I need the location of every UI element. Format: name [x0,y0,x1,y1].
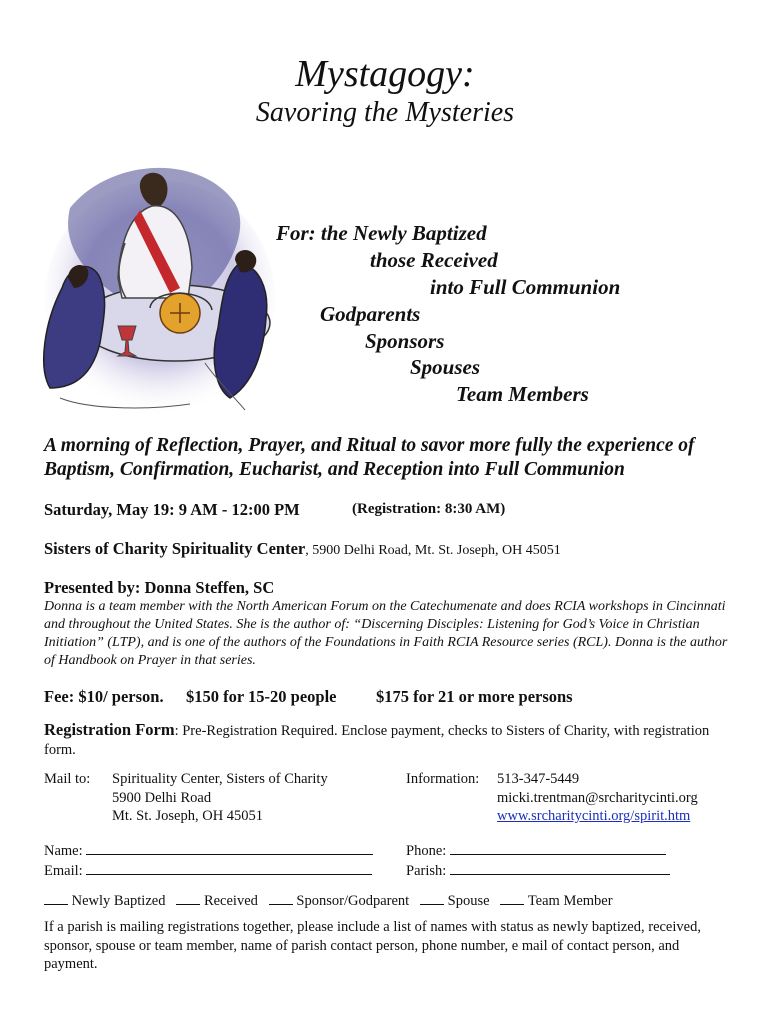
status-checklist [44,892,613,910]
registration-label: Registration Form [44,720,175,739]
last-supper-illustration [30,148,275,420]
email-label: Email: [44,863,83,879]
registration-time: (Registration: 8:30 AM) [352,501,506,517]
status-blank-newly-baptized[interactable] [44,892,68,905]
info-label: Information: [406,771,480,787]
registration-section [44,720,734,760]
parish-input-line[interactable] [450,862,670,875]
status-blank-team-member[interactable] [500,892,524,905]
parish-registration-note: If a parish is mailing registrations together, please include a list of names with status as newly baptized, received, sponsor, spouse or team member, name of parish contact person, phone number, e mail of contact person, and payment. [44,919,701,972]
status-spouse: Spouse [447,893,490,909]
name-input-line[interactable] [86,842,373,855]
phone-field[interactable] [406,842,666,860]
audience-line-6: Spouses [410,355,481,379]
status-newly-baptized: Newly Baptized [71,893,166,909]
fee-group-small: $150 for 15-20 people [186,687,337,706]
audience-line-5: Sponsors [365,329,445,353]
phone-input-line[interactable] [450,842,666,855]
info-website-link[interactable]: www.srcharitycinti.org/spirit.htm [497,808,691,824]
mail-line-1: Spirituality Center, Sisters of Charity [112,771,328,787]
registration-text: : Pre-Registration Required. Enclose payment, checks to Sisters of Charity, with registration form. [44,723,710,758]
info-block [497,770,698,826]
status-blank-received[interactable] [176,892,200,905]
status-sponsor-godparent: Sponsor/Godparent [296,893,410,909]
event-description: A morning of Reflection, Prayer, and Ritual to savor more fully the experience of Baptism, Confirmation, Eucharist, and Reception into Full Communion [44,435,695,480]
mail-address [112,770,328,826]
email-input-line[interactable] [86,862,372,875]
fee-group-large: $175 for 21 or more persons [376,687,573,706]
info-email: micki.trentman@srcharitycinti.org [497,789,698,806]
phone-label: Phone: [406,843,447,859]
parish-label: Parish: [406,863,447,879]
mail-line-3: Mt. St. Joseph, OH 45051 [112,808,264,824]
audience-line-1: For: the Newly Baptized [276,221,487,245]
status-team-member: Team Member [527,893,613,909]
name-field[interactable] [44,842,373,860]
audience-line-3: into Full Communion [430,275,621,299]
status-received: Received [203,893,258,909]
mail-label: Mail to: [44,771,91,787]
fee-individual: Fee: $10/ person. [44,687,164,706]
audience-line-4: Godparents [320,302,421,326]
status-blank-sponsor[interactable] [269,892,293,905]
page-subtitle: Savoring the Mysteries [255,97,515,128]
email-field[interactable] [44,862,372,880]
venue-name: Sisters of Charity Spirituality Center [44,539,306,558]
event-date-time: Saturday, May 19: 9 AM - 12:00 PM [44,500,300,519]
venue-address: , 5900 Delhi Road, Mt. St. Joseph, OH 45051 [305,543,561,558]
parish-field[interactable] [406,862,670,880]
audience-line-2: those Received [370,248,498,272]
name-label: Name: [44,843,83,859]
page-title: Mystagogy: [295,53,475,95]
presenter-heading: Presented by: Donna Steffen, SC [44,578,275,597]
status-blank-spouse[interactable] [420,892,444,905]
presenter-bio: Donna is a team member with the North American Forum on the Catechumenate and does RCIA workshops in Cincinnati and throughout the United States. She is the author of: “Discerning Disciples: Listening for God’s Voice in Christian Initiation” (LTP), and is one of the authors of the Foundations in Faith RCIA Resource series (RCL). Donna is the author of Handbook on Prayer in that series. [44,599,728,668]
info-phone: 513-347-5449 [497,771,580,787]
audience-line-7: Team Members [456,382,589,406]
mail-line-2: 5900 Delhi Road [112,789,212,806]
